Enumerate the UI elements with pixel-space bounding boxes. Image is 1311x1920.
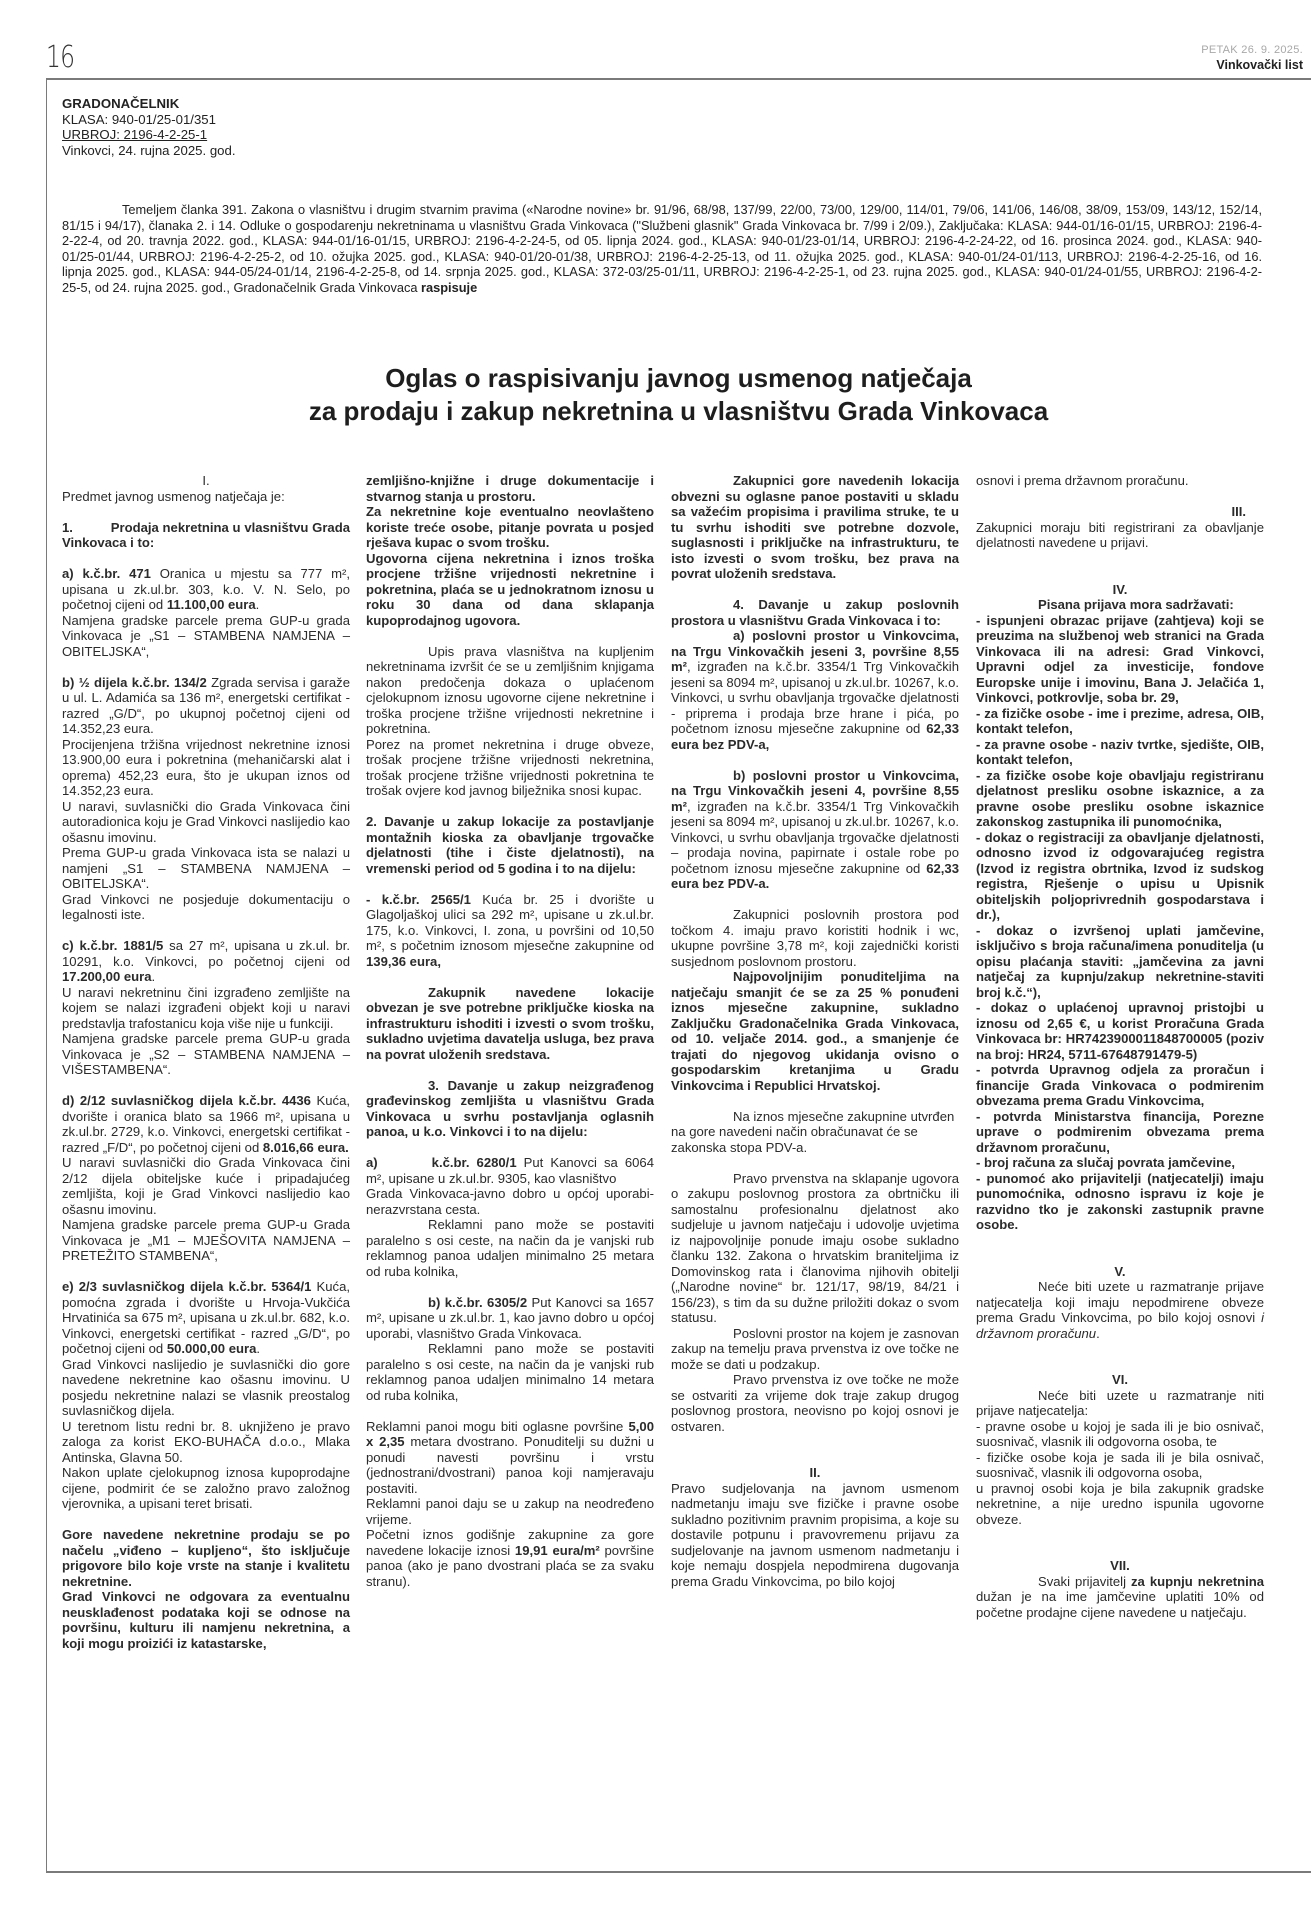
application-item: - ispunjeni obrazac prijave (zahtjeva) koji se preuzima na službenoj web stranici na Grada Vinkovaca ili na adresi: Grad Vinkovci, Upravni odjel za investicije, fondove Europske unije i imovinu, Bana J. Jelačića 1, Vinkovci, potkrovlje, soba br. 29,	[976, 612, 1264, 705]
item-1c-purpose: Namjena gradske parcele prema GUP-u grada Vinkovaca je „S2 – STAMBENA NAMJENA – VIŠESTAMBENA“.	[62, 1031, 350, 1077]
page-title	[0, 362, 1311, 428]
preamble-text: Temeljem članka 391. Zakona o vlasništvu i drugim stvarnim pravima («Narodne novine» br. 91/96, 68/98, 137/99, 22/00, 73/00, 129/00, 114/01, 79/06, 141/06, 146/08, 38/09, 153/09, 143/12, 152/14, 81/15 i 94/17), članaka 2. i 14. Odluke o gospodarenju nekretninama u vlasništvu Grada Vinkovaca ("Službeni glasnik" Grada Vinkovaca br. 7/99 i 2/09.), Zaključaka: KLASA: 944-01/16-01/15, URBROJ: 2196-4-2-22-4, od 20. travnja 2022. god., KLASA: 944-01/16-01/15, URBROJ: 2196-4-2-24-5, od 05. lipnja 2024. god., KLASA: 940-01/23-01/14, URBROJ: 2196-4-2-24-22, od 16. prosinca 2024. god., KLASA: 940-01/25-01/44, URBROJ: 2196-4-2-25-2, od 10. ožujka 2025. god., KLASA: 940-01/20-01/38, URBROJ: 2196-4-2-25-13, od 11. ožujka 2025. god., KLASA: 940-01/24-01/113, URBROJ: 2196-4-2-25-16, od 16. lipnja 2025. god., KLASA: 944-05/24-01/14, 2196-4-2-25-8, od 14. srpnja 2025. god., KLASA: 372-03/25-01/11, URBROJ: 2196-4-2-25-1, od 23. rujna 2025. god., KLASA: 940-01/24-01/55, URBROJ: 2196-4-2-25-5, od 24. rujna 2025. god., Gradonačelnik Grada Vinkovaca	[62, 202, 1262, 295]
panel-term: Reklamni panoi daju se u zakup na neodređeno vrijeme.	[366, 1496, 654, 1527]
item-1e: e) 2/3 suvlasničkog dijela k.č.br. 5364/1 Kuća, pomoćna zgrada i dvorište u Hrvoja-Vukčića Hrvatinića sa 675 m², upisana u zk.ul.br. 682, k.o. Vinkovci, energetski certifikat - razred „G/D“, po početnoj cijeni od 50.000,00 eura.	[62, 1279, 350, 1356]
section-heading-v: V.	[1114, 1263, 1126, 1279]
tax-note: Porez na promet nekretnina i druge obveze, trošak procjene tržišne vrijednosti nekretnina, trošak procjene tržišne vrijednosti pokretnina te trošak ovjere kod javnog bilježnika snosi kupac.	[366, 736, 654, 798]
section-heading-iii: III.	[1231, 504, 1246, 519]
priority-right: Pravo prvenstva na sklapanje ugovora o zakupu poslovnog prostora za obrtničku ili samostalnu profesionalnu djelatnost ako sudjeluje u javnom natječaju i udovolje uvjetima iz najpovoljnije ponude imaju osobe sukladno članku 132. Zakona o hrvatskim braniteljima iz Domovinskog rata i članovima njihovih obitelji („Narodne novine“ br. 121/17, 98/19, 84/21 i 156/23), s tim da su dužne priložiti dokaz o svom statusu.	[671, 1170, 959, 1325]
item-3b-placement: Reklamni pano može se postaviti paralelno s osi ceste, na način da je vanjski rub reklamnog panoa udaljen minimalno 14 metara od ruba kolnika,	[366, 1341, 654, 1403]
preamble	[62, 202, 1262, 296]
item-3-heading: 3. Davanje u zakup neizgrađenog građevinskog zemljišta u vlasništvu Grada Vinkovaca u svrhu postavljanja oglasnih panoa, u k.o. Vinkovci i to na dijelu:	[366, 1077, 654, 1139]
deposit-requirement: Svaki prijavitelj za kupnju nekretnina dužan je na ime jamčevine uplatiti 10% od početne prodajne cijene navedene u natječaju.	[976, 1573, 1264, 1620]
section-heading-iv: IV.	[1112, 581, 1128, 597]
item-4-heading: 4. Davanje u zakup poslovnih prostora u vlasništvu Grada Vinkovaca i to:	[671, 597, 959, 628]
document-header	[62, 96, 236, 158]
application-item: - dokaz o izvršenoj uplati jamčevine, isključivo s broja računa/imena ponuditelja (u opisu plaćanja staviti: „jamčevina za javni natječaj za kupnju/zakup nekretnine-staviti broj k.č.“),	[976, 922, 1264, 1000]
application-item: - za fizičke osobe koje obavljaju registriranu djelatnost presliku osobne iskaznice, a za pravne osobe presliku osobne iskaznice zakonskog zastupnika ili punomoćnika,	[976, 767, 1264, 829]
section-heading-ii: II.	[809, 1465, 821, 1480]
application-item: - broj računa za slučaj povrata jamčevine,	[976, 1155, 1236, 1170]
kiosk-obligation: Zakupnik navedene lokacije obvezan je sve potrebne priključke kioska na infrastrukturu ishoditi i izvesti o svom trošku, sukladno uvjetima davatelja usluga, bez prava na povrat uloženih sredstava.	[366, 984, 654, 1062]
title-line-1: Oglas o raspisivanju javnog usmenog natječaja	[385, 363, 972, 393]
exclusion-intro: Neće biti uzete u razmatranje niti prijave natjecatelja:	[976, 1387, 1264, 1418]
item-1c-nature: U naravi nekretninu čini izgrađeno zemljište na kojem se nalazi izgrađeni objekt koji u naravi predstavlja trafostanicu koja više nije u funkciji.	[62, 984, 350, 1031]
participation-right-cont: osnovi i prema državnom proračunu.	[976, 473, 1189, 488]
application-item: - potvrda Ministarstva financija, Porezne uprave o podmirenim obvezama prema državnom proračunu,	[976, 1108, 1264, 1155]
issue-date: PETAK 26. 9. 2025.	[1201, 44, 1303, 56]
application-item: - potvrda Upravnog odjela za proračun i financije Grada Vinkovaca o podmirenim obvezama prema Gradu Vinkovcima,	[976, 1062, 1264, 1108]
section-heading-i: I.	[202, 473, 210, 488]
corridor-note: Zakupnici poslovnih prostora pod točkom 4. imaju pravo koristiti hodnik i wc, ukupne površine 3,78 m², koji zajednički koristi susjednom poslovnom prostoru.	[671, 907, 959, 969]
application-item: - dokaz o registraciji za obavljanje djelatnosti, odnosno izvod iz odgovarajućeg registra (Izvod iz registra obrtnika, Izvod iz sudskog registra, Rješenje o upisu u Upisnik obiteljskih poljoprivrednih gospodarstava i dr.),	[976, 829, 1264, 922]
item-3a: a) k.č.br. 6280/1 Put Kanovci sa 6064 m², upisane u zk.ul.br. 9305, kao vlasništvo	[366, 1155, 654, 1186]
item-1a: a) k.č.br. 471 Oranica u mjestu sa 777 m², upisana u zk.ul.br. 303, k.o. V. N. Selo, po početnoj cijeni od 11.100,00 eura.	[62, 566, 350, 612]
item-1e-lien: U teretnom listu redni br. 8. uknjiženo je pravo zaloga za korist EKO-BUHAČA d.o.o., Mlaka Antinska, Glavna 50.	[62, 1418, 350, 1465]
item-1b-legality: Grad Vinkovci ne posjeduje dokumentaciju o legalnosti iste.	[62, 891, 350, 922]
item-1c: c) k.č.br. 1881/5 sa 27 m², upisana u zk.ul. br. 10291, k.o. Vinkovci, po početnoj cijeni od 17.200,00 eura.	[62, 938, 350, 984]
priority-limit: Pravo prvenstva iz ove točke ne može se ostvariti za vrijeme dok traje zakup drugog poslovnog prostora, neovisno po kojoj osnovi je ostvaren.	[671, 1372, 959, 1434]
panel-rent: Početni iznos godišnje zakupnine za gore navedene lokacije iznosi 19,91 eura/m² površine panoa (ako je pano dvostrani plaća se za svaku stranu).	[366, 1527, 654, 1589]
section-heading-vi: VI.	[1111, 1372, 1128, 1387]
exclusion-item: - fizičke osobe koja je sada ili je bila osnivač, suosnivač, vlasnik ili odgovorna osoba,	[976, 1449, 1264, 1480]
sublease-note: Poslovni prostor na kojem je zasnovan zakup na temelju prava prvenstva iz ove točke ne može se dati u podzakup.	[671, 1325, 959, 1372]
item-1d-nature: U naravi suvlasnički dio Grada Vinkovaca čini 2/12 dijela obiteljske kuće i pripadajućeg zemljišta, koji je Grad Vinkovci naslijedio kao ošasnu imovinu.	[62, 1155, 350, 1217]
item-4b: b) poslovni prostor u Vinkovcima, na Trgu Vinkovačkih jeseni 4, površine 8,55 m², izgrađen na k.č.br. 3354/1 Trg Vinkovačkih jeseni sa 8094 m², upisanoj u zk.ul.br. 10267, k.o. Vinkovci, u svrhu obavljanja trgovačke djelatnosti – prodaja novina, papirnate i ostale robe po početnom iznosu mjesečne zakupnine od 62,33 eura bez PDV-a.	[671, 767, 959, 891]
seen-bought-note: Gore navedene nekretnine prodaju se po načelu „viđeno – kupljeno“, što isključuje prigovore bilo koje vrste na stanje i kvalitetu nekretnine.	[62, 1527, 350, 1589]
ownership-registration: Upis prava vlasništva na kupljenim nekretninama izvršit će se u zemljišnim knjigama nakon predočenja dokaza o uplaćenom cjelokupnom iznosu ugovorne cijene nekretnine i troška procjene tržišne vrijednosti nekretnine i pokretnina.	[366, 643, 654, 736]
item-1e-inheritance: Grad Vinkovci naslijedio je suvlasnički dio gore navedene nekretnine kao ošasnu imovinu. U posjedu nekretnine nalazi se vlasnik preostalog suvlasničkog dijela.	[62, 1356, 350, 1418]
preamble-verb: raspisuje	[421, 279, 478, 295]
item-1e-payment: Nakon uplate cjelokupnog iznosa kupoprodajne cijene, podmirit će se založno pravo založnog vjerovnika, a upisani teret brisati.	[62, 1465, 350, 1511]
registration-requirement: Zakupnici moraju biti registrirani za obavljanje djelatnosti navedene u prijavi.	[976, 519, 1264, 550]
application-item: - punomoć ako prijavitelji (natjecatelji) imaju punomoćnika, odnosno ispravu iz koje je razvidno tko je zakonski zastupnik pravne osobe.	[976, 1170, 1264, 1232]
application-contents-heading: Pisana prijava mora sadržavati:	[1038, 597, 1234, 612]
item-1b-valuation: Procijenjena tržišna vrijednost nekretnine iznosi 13.900,00 eura i pokretnina (mehaničarski alat i oprema) 452,23 eura, što je ukupan iznos od 14.352,23 eura.	[62, 736, 350, 798]
participation-right: Pravo sudjelovanja na javnom usmenom nadmetanju imaju sve fizičke i pravne osobe sukladno pozitivnim pravnim propisima, a koje su dostavile potpunu i pravovremenu prijavu za sudjelovanje na javnom usmenom nadmetanju i koje nemaju dospjela nepodmirena dugovanja prema Gradu Vinkovcima, po bilo kojoj	[671, 1480, 959, 1589]
exclusion-item: - pravne osobe u kojoj je sada ili je bio osnivač, suosnivač, vlasnik ili odgovorna osoba, te	[976, 1418, 1264, 1449]
item-1b-nature: U naravi, suvlasnički dio Grada Vinkovaca čini autoradionica koju je Grad Vinkovci naslijedio kao ošasnu imovinu.	[62, 798, 350, 845]
liability-note-cont: zemljišno-knjižne i druge dokumentacije i stvarnog stanja u prostoru.	[366, 473, 654, 504]
issuing-organ: GRADONAČELNIK	[62, 96, 180, 111]
item-4a: a) poslovni prostor u Vinkovcima, na Trgu Vinkovačkih jeseni 3, površine 8,55 m², izgrađen na k.č.br. 3354/1 Trg Vinkovačkih jeseni sa 8094 m², upisanoj u zk.ul.br. 10267, k.o. Vinkovci, u svrhu obavljanja trgovačke djelatnosti - priprema i prodaja brze hrane i pića, po početnom iznosu mjesečne zakupnine od 62,33 eura bez PDV-a,	[671, 628, 959, 752]
column-1	[62, 473, 350, 1651]
exclusion-item: u pravnoj osobi koja je bila zakupnik gradske nekretnine, a nije uredno ispunila ugovorne obveze.	[976, 1480, 1264, 1527]
column-4	[976, 473, 1264, 1620]
publication-name: Vinkovački list	[1216, 58, 1303, 72]
item-1d: d) 2/12 suvlasničkog dijela k.č.br. 4436 Kuća, dvorište i oranica blato sa 1966 m², upisana u zk.ul.br. 2729, k.o. Vinkovci, energetski certifikat - razred „F/D“, po početnoj cijeni od 8.016,66 eura.	[62, 1093, 350, 1155]
urbroj: URBROJ: 2196-4-2-25-1	[62, 127, 208, 142]
item-1d-purpose: Namjena gradske parcele prema GUP-u Grada Vinkovaca je „M1 – MJEŠOVITA NAMJENA – PRETEŽITO STAMBENA“,	[62, 1217, 350, 1263]
klasa: KLASA: 940-01/25-01/351	[62, 111, 216, 127]
item-3a-placement: Reklamni pano može se postaviti paralelno s osi ceste, na način da je vanjski rub reklamnog panoa udaljen minimalno 25 metara od ruba kolnika,	[366, 1217, 654, 1279]
exclusion-debts: Neće biti uzete u razmatranje prijave natjecatelja koji imaju nepodmirene obveze prema Gradu Vinkovcima, po bilo kojoj osnovi i državnom proračunu.	[976, 1279, 1264, 1341]
payment-terms: Ugovorna cijena nekretnina i iznos troška procjene tržišne vrijednosti nekretnine i pokretnina, plaća se u jednokratnom iznosu u roku 30 dana od dana sklapanja kupoprodajnog ugovora.	[366, 550, 654, 628]
column-2	[366, 473, 654, 1589]
panel-size: Reklamni panoi mogu biti oglasne površine 5,00 x 2,35 metara dvostrano. Ponuditelji su dužni u ponudi navesti površinu i vrstu (jednostrani/dvostrani) panoa koji namjeravaju postaviti.	[366, 1418, 654, 1496]
title-line-2: za prodaju i zakup nekretnina u vlasništvu Grada Vinkovaca	[308, 396, 1049, 426]
page-number: 16	[46, 40, 75, 75]
item-1a-purpose: Namjena gradske parcele prema GUP-u grada Vinkovaca je „S1 – STAMBENA NAMJENA – OBITELJSKA“,	[62, 612, 350, 659]
discount-note: Najpovoljnijim ponuditeljima na natječaju smanjit će se za 25 % ponuđeni iznos mjesečne zakupnine, sukladno Zaključku Gradonačelnika Grada Vinkovaca, od 10. veljače 2014. god., a smanjenje će trajati do njegovog ukidanja ovisno o gospodarskim kretanjima u Gradu Vinkovcima i Republici Hrvatskoj.	[671, 969, 959, 1093]
item-1-heading: 1. Prodaja nekretnina u vlasništvu Grada Vinkovaca i to:	[62, 519, 350, 550]
item-2-parcel: - k.č.br. 2565/1 Kuća br. 25 i dvorište u Glagoljaškoj ulici sa 292 m², upisane u zk.ul.br. 175, k.o. Vinkovci, I. zona, u površini od 10,50 m², s početnim iznosom mjesečne zakupnine od 139,36 eura,	[366, 891, 654, 969]
application-item: - za fizičke osobe - ime i prezime, adresa, OIB, kontakt telefon,	[976, 705, 1264, 736]
item-3b: b) k.č.br. 6305/2 Put Kanovci sa 1657 m², upisane u zk.ul.br. 1, kao javno dobro u općoj uporabi, vlasništvo Grada Vinkovaca.	[366, 1294, 654, 1341]
item-1b: b) ½ dijela k.č.br. 134/2 Zgrada servisa i garaže u ul. L. Adamića sa 136 m², energetski certifikat - razred „G/D“, po ukupnoj početnoj cijeni od 14.352,23 eura.	[62, 674, 350, 736]
vat-note: Na iznos mjesečne zakupnine utvrđen na gore navedeni način obračunavat će se zakonska stopa PDV-a.	[671, 1108, 955, 1155]
item-2-heading: 2. Davanje u zakup lokacije za postavljanje montažnih kioska za obavljanje trgovačke djelatnosti (tihe i čiste djelatnosti), na vremenski period od 5 godina i to na dijelu:	[366, 814, 654, 876]
masthead	[1201, 44, 1303, 72]
place-date: Vinkovci, 24. rujna 2025. god.	[62, 142, 236, 158]
panel-obligations: Zakupnici gore navedenih lokacija obvezni su oglasne panoe postaviti u skladu sa važećim propisima i pravilima struke, te u tu svrhu ishoditi sve potrebne dozvole, suglasnosti i priključke na infrastrukturu, te isto izvesti o svom trošku, bez prava na povrat uloženih sredstava.	[671, 473, 959, 581]
liability-note: Grad Vinkovci ne odgovara za eventualnu neusklađenost podataka koji se odnose na površinu, kulturu ili namjenu nekretnina, a koji mogu proizići iz katastarske,	[62, 1589, 350, 1651]
application-item: - dokaz o uplaćenoj upravnoj pristojbi u iznosu od 2,65 €, u korist Proračuna Grada Vinkovaca br: HR7423900011848700005 (poziv na broj: HR24, 5711-67648791479-5)	[976, 1000, 1264, 1062]
column-3	[671, 473, 959, 1589]
item-3a-owner: Grada Vinkovaca-javno dobro u općoj uporabi-nerazvrstana cesta.	[366, 1186, 654, 1217]
third-party-note: Za nekretnine koje eventualno neovlašteno koriste treće osobe, pitanje povrata u posjed rješava kupac o svom trošku.	[366, 504, 654, 550]
application-item: - za pravne osobe - naziv tvrtke, sjedište, OIB, kontakt telefon,	[976, 736, 1264, 767]
item-1b-purpose: Prema GUP-u grada Vinkovaca ista se nalazi u namjeni „S1 – STAMBENA NAMJENA – OBITELJSKA“.	[62, 845, 350, 891]
subject-intro: Predmet javnog usmenog natječaja je:	[62, 488, 285, 504]
section-heading-vii: VII.	[1110, 1558, 1130, 1573]
